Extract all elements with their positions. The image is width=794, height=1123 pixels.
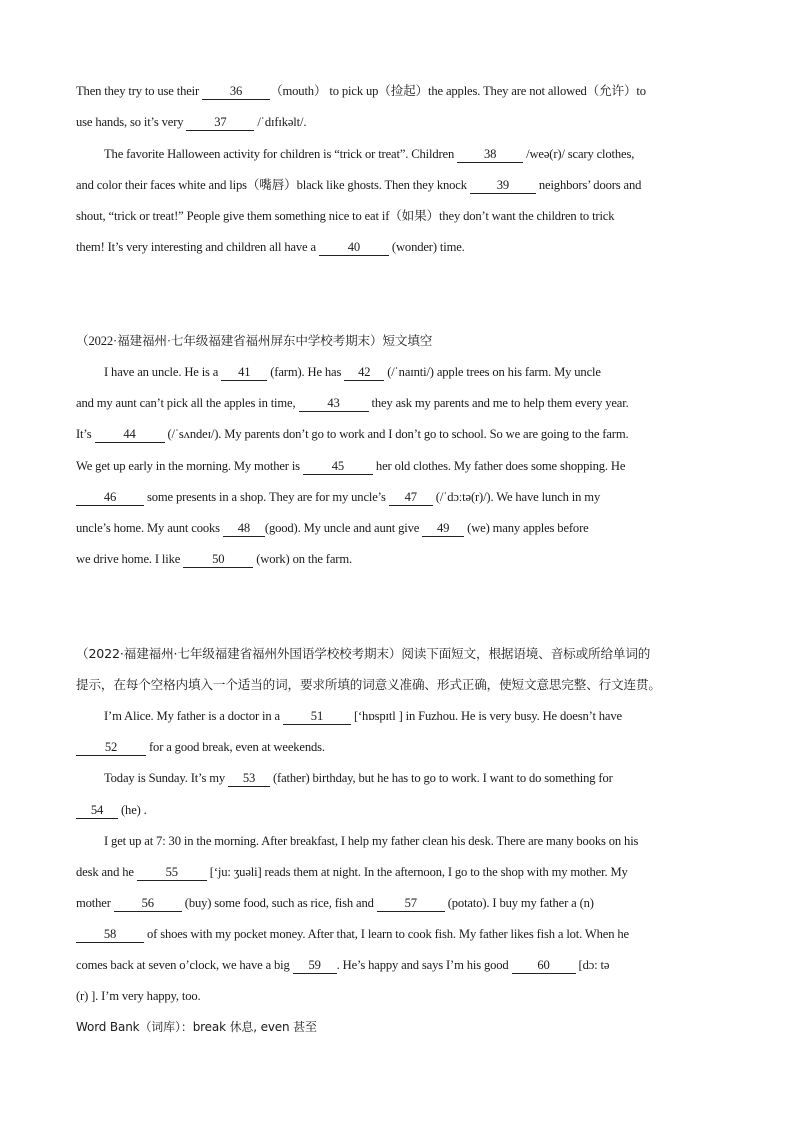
blank-52[interactable]: 52 <box>76 739 146 756</box>
blank-36[interactable]: 36 <box>202 83 270 100</box>
blank-54[interactable]: 54 <box>76 802 118 819</box>
blank-58[interactable]: 58 <box>76 926 144 943</box>
text-line: Today is Sunday. It’s my 53 (father) birthday, but he has to go to work. I want to do something for <box>104 771 613 785</box>
word-bank: Word Bank（词库）：break 休息, even 甚至 <box>76 1020 317 1034</box>
section-header: （2022·福建福州·七年级福建省福州屏东中学校考期末）短文填空 <box>76 334 433 348</box>
blank-51[interactable]: 51 <box>283 708 351 725</box>
text-line: Then they try to use their 36 （mouth） to pick up（捡起）the apples. They are not allowed（允许）to <box>76 84 646 98</box>
text-line: It’s 44 (/ˈsʌndeɪ/). My parents don’t go to work and I don’t go to school. So we are going to the farm. <box>76 427 629 441</box>
blank-39[interactable]: 39 <box>470 177 536 194</box>
blank-37[interactable]: 37 <box>186 114 254 131</box>
text-line: them! It’s very interesting and children all have a 40 (wonder) time. <box>76 240 465 254</box>
text-line: We get up early in the morning. My mother is 45 her old clothes. My father does some shopping. He <box>76 459 626 473</box>
text-line: I’m Alice. My father is a doctor in a 51 [‘hɒspɪtl ] in Fuzhou. He is very busy. He doesn’t have <box>104 709 622 723</box>
blank-44[interactable]: 44 <box>95 426 165 443</box>
blank-55[interactable]: 55 <box>137 864 207 881</box>
blank-38[interactable]: 38 <box>457 146 523 163</box>
blank-45[interactable]: 45 <box>303 458 373 475</box>
blank-59[interactable]: 59 <box>293 957 337 974</box>
blank-56[interactable]: 56 <box>114 895 182 912</box>
text-line: 52 for a good break, even at weekends. <box>76 739 722 756</box>
blank-42[interactable]: 42 <box>344 364 384 381</box>
text-line: mother 56 (buy) some food, such as rice, fish and 57 (potato). I buy my father a (n) <box>76 896 594 910</box>
text-line: shout, “trick or treat!” People give them something nice to eat if（如果）they don’t want the children to trick <box>76 209 615 223</box>
text-line: desk and he 55 [‘ju: ʒuəli] reads them at night. In the afternoon, I go to the shop with my mother. My <box>76 865 628 879</box>
text-line: I have an uncle. He is a 41 (farm). He has 42 (/ˈnaɪnti/) apple trees on his farm. My uncle <box>104 365 601 379</box>
blank-60[interactable]: 60 <box>512 957 576 974</box>
text-line: comes back at seven o’clock, we have a big 59 . He’s happy and says I’m his good 60 [dɔ: tə <box>76 958 610 972</box>
blank-57[interactable]: 57 <box>377 895 445 912</box>
section-header: （2022·福建福州·七年级福建省福州外国语学校校考期末）阅读下面短文，根据语境、音标或所给单词的 <box>76 646 651 661</box>
blank-49[interactable]: 49 <box>422 520 464 537</box>
text-line: and color their faces white and lips（嘴唇）black like ghosts. Then they knock 39 neighbors’ doors and <box>76 178 642 192</box>
text-line: 54 (he) . <box>76 802 722 819</box>
blank-41[interactable]: 41 <box>221 364 267 381</box>
blank-47[interactable]: 47 <box>389 489 433 506</box>
blank-40[interactable]: 40 <box>319 239 389 256</box>
blank-43[interactable]: 43 <box>299 395 369 412</box>
text-line: (r) ]. I’m very happy, too. <box>76 989 201 1003</box>
text-line: 46 some presents in a shop. They are for my uncle’s 47 (/ˈdɔːtə(r)/). We have lunch in my <box>76 489 722 506</box>
text-line: The favorite Halloween activity for children is “trick or treat”. Children 38 /weə(r)/ scary clothes, <box>104 147 635 161</box>
text-line: we drive home. I like 50 (work) on the farm. <box>76 552 352 566</box>
section-header: 提示，在每个空格内填入一个适当的词，要求所填的词意义准确、形式正确，使短文意思完整、行文连贯。 <box>76 677 661 692</box>
text-line: I get up at 7: 30 in the morning. After breakfast, I help my father clean his desk. There are many books on his <box>104 834 639 848</box>
text-line: uncle’s home. My aunt cooks 48 (good). My uncle and aunt give 49 (we) many apples before <box>76 521 589 535</box>
blank-53[interactable]: 53 <box>228 770 270 787</box>
text-line: use hands, so it’s very 37 /ˈdɪfɪkəlt/. <box>76 115 307 129</box>
blank-46[interactable]: 46 <box>76 489 144 506</box>
text-line: 58 of shoes with my pocket money. After that, I learn to cook fish. My father likes fish a lot. When he <box>76 926 722 943</box>
blank-48[interactable]: 48 <box>223 520 265 537</box>
blank-50[interactable]: 50 <box>183 551 253 568</box>
text-line: and my aunt can’t pick all the apples in time, 43 they ask my parents and me to help them every year. <box>76 396 629 410</box>
